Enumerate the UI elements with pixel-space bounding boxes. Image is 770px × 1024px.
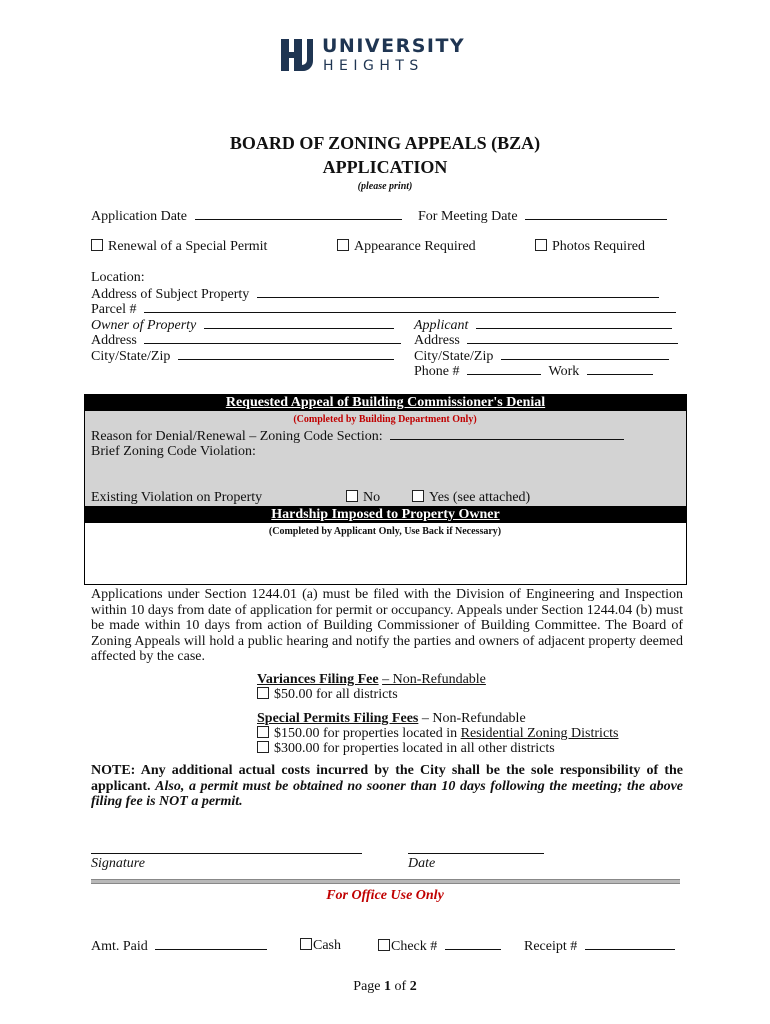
existing-no-label: No — [363, 490, 381, 505]
logo-heights-text: HEIGHTS — [323, 58, 424, 74]
cash-label: Cash — [313, 938, 341, 953]
special-fee-option-2[interactable] — [257, 741, 555, 757]
variance-fee-checkbox[interactable] — [257, 687, 269, 699]
applicant-field[interactable] — [476, 317, 672, 329]
amt-paid-label: Amt. Paid — [91, 939, 148, 954]
location-label: Location: — [91, 270, 145, 285]
special-fee-title: Special Permits Filing Fees — [257, 711, 419, 726]
variance-fee-title-row — [257, 672, 486, 688]
owner-city-field[interactable] — [178, 348, 394, 360]
application-date-field[interactable] — [195, 208, 402, 220]
reason-field[interactable] — [390, 428, 624, 440]
work-label: Work — [548, 364, 580, 379]
existing-yes-label: Yes (see attached) — [429, 490, 531, 505]
owner-address-row — [91, 332, 401, 349]
parcel-field[interactable] — [144, 301, 676, 313]
existing-violation-label: Existing Violation on Property — [91, 490, 263, 505]
page-number — [0, 979, 770, 995]
date-label: Date — [408, 856, 436, 871]
page-subtitle: (please print) — [357, 181, 413, 192]
check-option[interactable] — [378, 938, 501, 955]
special-fee-2-checkbox[interactable] — [257, 741, 269, 753]
existing-yes-checkbox[interactable] — [412, 490, 424, 502]
photos-option[interactable] — [535, 239, 645, 255]
photos-checkbox[interactable] — [535, 239, 547, 251]
hardship-header: Hardship Imposed to Property Owner — [84, 506, 687, 523]
special-fee-option-1[interactable] — [257, 726, 619, 742]
phone-row — [414, 363, 653, 380]
residential-districts-link: Residential Zoning Districts — [460, 726, 619, 741]
signature-label: Signature — [91, 856, 145, 871]
owner-field[interactable] — [204, 317, 394, 329]
existing-no-option[interactable] — [346, 490, 380, 506]
page-total: 2 — [409, 979, 417, 994]
appearance-checkbox[interactable] — [337, 239, 349, 251]
receipt-field[interactable] — [585, 938, 675, 950]
parcel-label: Parcel # — [91, 302, 137, 317]
signature-line[interactable] — [91, 853, 362, 854]
address-subject-field[interactable] — [257, 286, 659, 298]
renewal-label: Renewal of a Special Permit — [108, 239, 268, 254]
date-line[interactable] — [408, 853, 544, 854]
page-current: 1 — [384, 979, 392, 994]
page-title: BOARD OF ZONING APPEALS (BZA) — [229, 133, 541, 153]
special-fee-1-label: $150.00 for properties located in — [274, 726, 458, 741]
applicant-city-label: City/State/Zip — [414, 349, 494, 364]
office-use-title: For Office Use Only — [326, 888, 444, 903]
meeting-date-field[interactable] — [525, 208, 667, 220]
logo-university-text: UNIVERSITY — [322, 35, 466, 57]
photos-label: Photos Required — [552, 239, 645, 254]
reason-label: Reason for Denial/Renewal – Zoning Code Section: — [91, 429, 383, 444]
applicant-city-field[interactable] — [501, 348, 669, 360]
renewal-option[interactable] — [91, 239, 267, 255]
owner-city-label: City/State/Zip — [91, 349, 171, 364]
brief-violation-label: Brief Zoning Code Violation: — [91, 444, 256, 459]
meeting-date-label: For Meeting Date — [418, 209, 518, 224]
existing-yes-option[interactable] — [412, 490, 530, 506]
special-fee-suffix: – Non-Refundable — [421, 711, 526, 726]
page-of-label: of — [394, 979, 407, 994]
applicant-address-row — [414, 332, 678, 349]
hardship-note: (Completed by Applicant Only, Use Back if Necessary) — [268, 526, 502, 537]
variance-fee-suffix: – Non-Refundable — [382, 672, 486, 687]
amt-paid-row — [91, 938, 267, 955]
special-fee-2-label: $300.00 for properties located in all other districts — [274, 741, 555, 756]
page-label: Page — [353, 979, 381, 994]
university-heights-logo-icon — [281, 37, 315, 73]
owner-address-label: Address — [91, 333, 137, 348]
office-separator — [91, 879, 680, 884]
check-number-field[interactable] — [445, 938, 501, 950]
work-phone-field[interactable] — [587, 363, 653, 375]
check-label: Check # — [391, 939, 438, 954]
instructions-paragraph: Applications under Section 1244.01 (a) must be filed with the Division of Engineering and Inspection within 10 days from date of application for permit or occupancy. Appeals under Section 1244.04 (b) must be made within 10 days from action of Building Commissioner of Building Committee. The Board of Zoning Appeals will hold a public hearing and notify the parties and owners of adjacent property deemed affected by the case. — [91, 587, 683, 664]
appearance-option[interactable] — [337, 239, 476, 255]
applicant-address-label: Address — [414, 333, 460, 348]
appeal-header: Requested Appeal of Building Commissioner's Denial — [84, 394, 687, 411]
applicant-label: Applicant — [414, 318, 469, 333]
special-fee-1-checkbox[interactable] — [257, 726, 269, 738]
application-date-row — [91, 208, 402, 225]
meeting-date-row — [418, 208, 667, 225]
cash-option[interactable] — [300, 938, 341, 954]
variance-fee-title: Variances Filing Fee — [257, 672, 379, 687]
check-checkbox[interactable] — [378, 939, 390, 951]
appeal-note: (Completed by Building Department Only) — [293, 414, 477, 425]
special-fee-title-row — [257, 711, 526, 727]
application-date-label: Application Date — [91, 209, 188, 224]
appearance-label: Appearance Required — [354, 239, 476, 254]
applicant-address-field[interactable] — [467, 332, 678, 344]
note-text: NOTE: Any additional actual costs incurred by the City shall be the sole responsibility of the applicant. — [91, 763, 683, 794]
owner-label: Owner of Property — [91, 318, 197, 333]
amt-paid-field[interactable] — [155, 938, 267, 950]
parcel-row — [91, 301, 676, 318]
existing-no-checkbox[interactable] — [346, 490, 358, 502]
receipt-label: Receipt # — [524, 939, 578, 954]
phone-field[interactable] — [467, 363, 541, 375]
owner-city-row — [91, 348, 394, 365]
receipt-row — [524, 938, 675, 955]
address-subject-label: Address of Subject Property — [91, 287, 250, 302]
note-italic-text: Also, a permit must be obtained no sooner than 10 days following the meeting; the above filing fee is NOT a permit. — [91, 778, 683, 809]
page-title-line2: APPLICATION — [322, 157, 448, 177]
variance-fee-label: $50.00 for all districts — [274, 687, 398, 702]
renewal-checkbox[interactable] — [91, 239, 103, 251]
phone-label: Phone # — [414, 364, 460, 379]
cash-checkbox[interactable] — [300, 938, 312, 950]
reason-row — [91, 428, 624, 445]
variance-fee-option[interactable] — [257, 687, 398, 703]
owner-address-field[interactable] — [144, 332, 401, 344]
note-paragraph — [91, 763, 683, 810]
